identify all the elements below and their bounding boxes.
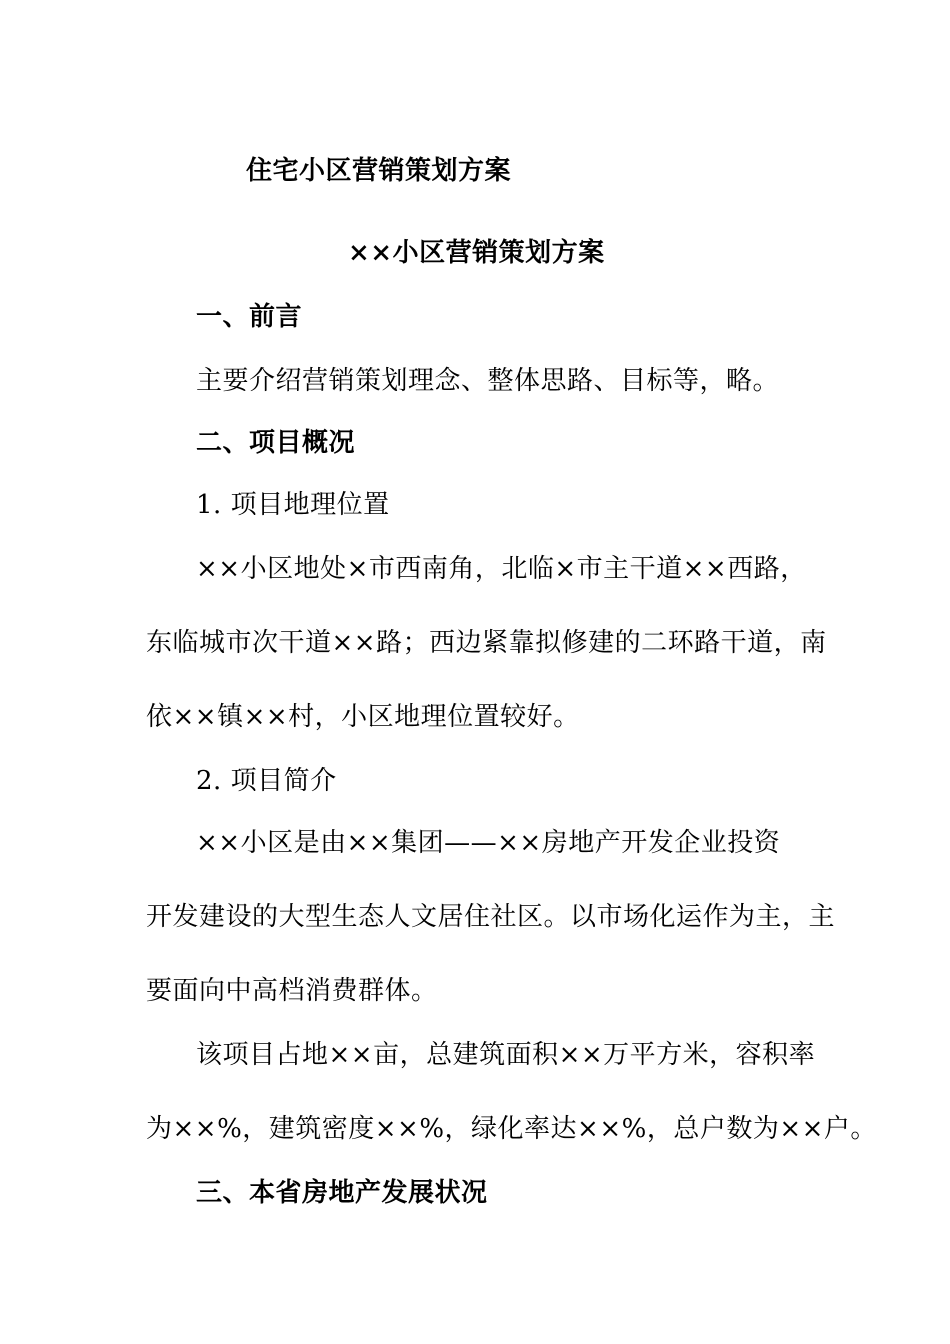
item-label-intro: 2. 项目简介 (196, 766, 337, 796)
intro-line-2: 开发建设的大型生态人文居住社区。以市场化运作为主，主 (146, 902, 836, 932)
document-subtitle: ××小区营销策划方案 (348, 238, 605, 268)
item-label-location: 1. 项目地理位置 (196, 490, 390, 520)
section-heading-overview: 二、项目概况 (196, 428, 356, 458)
document-title: 住宅小区营销策划方案 (246, 156, 512, 186)
location-line-1: ××小区地处×市西南角，北临×市主干道××西路， (196, 554, 807, 584)
preface-paragraph: 主要介绍营销策划理念、整体思路、目标等，略。 (196, 366, 780, 396)
intro-line-4: 该项目占地××亩，总建筑面积××万平方米，容积率 (196, 1040, 816, 1070)
intro-line-5: 为××%，建筑密度××%，绿化率达××%，总户数为××户。 (146, 1114, 877, 1144)
location-line-2: 东临城市次干道××路；西边紧靠拟修建的二环路干道，南 (146, 628, 827, 658)
section-heading-market: 三、本省房地产发展状况 (196, 1178, 488, 1208)
intro-line-1: ××小区是由××集团——××房地产开发企业投资 (196, 828, 781, 858)
intro-line-3: 要面向中高档消费群体。 (146, 976, 438, 1006)
section-heading-preface: 一、前言 (196, 302, 303, 332)
location-line-3: 依××镇××村，小区地理位置较好。 (146, 702, 580, 732)
